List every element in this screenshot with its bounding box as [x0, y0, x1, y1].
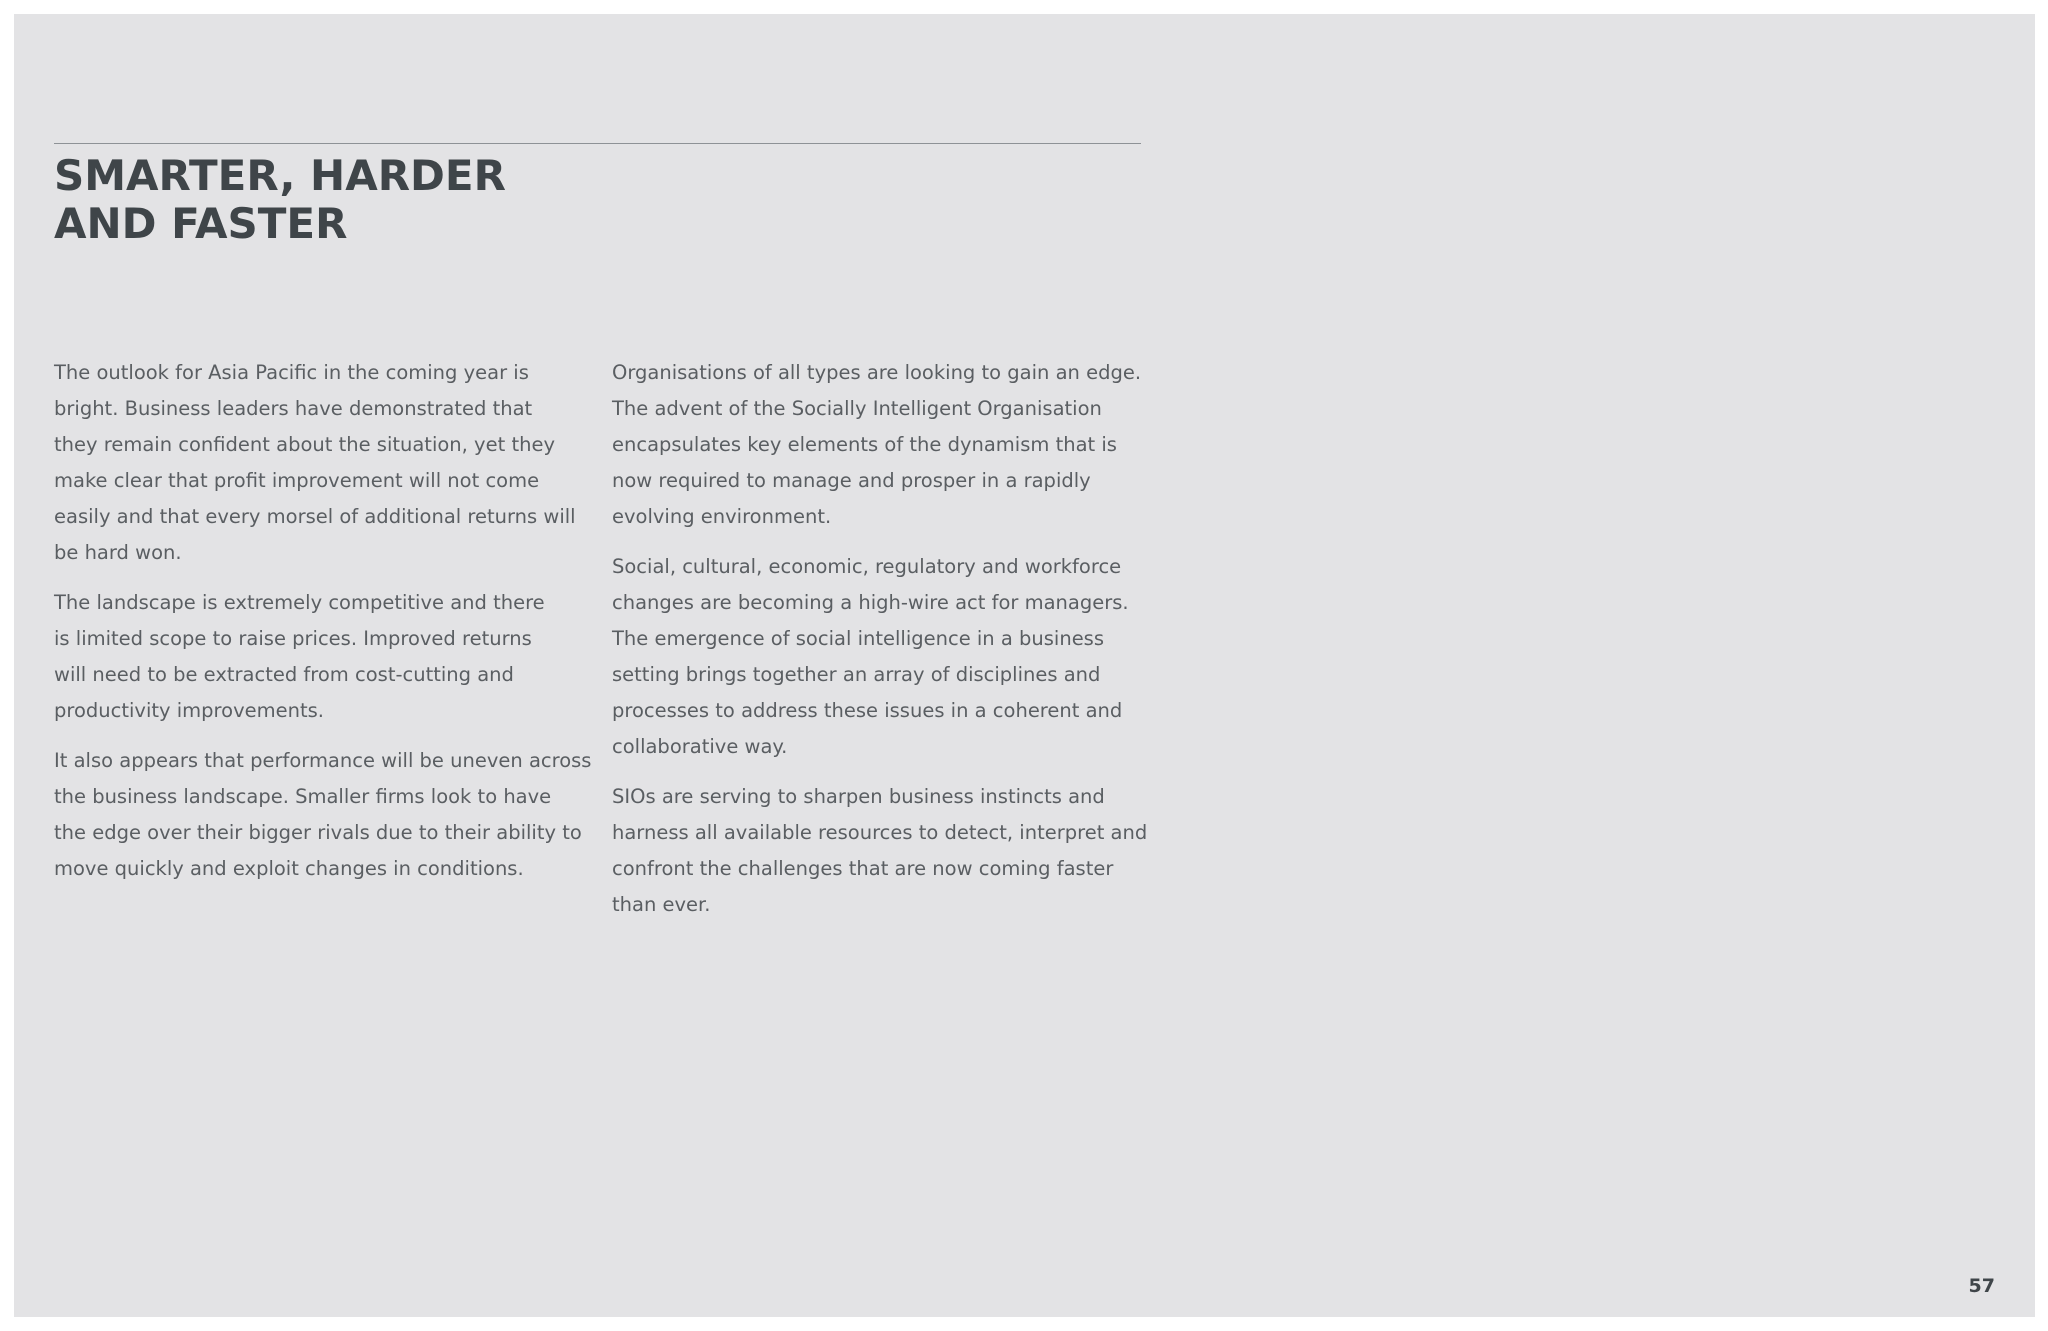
body-paragraph: The outlook for Asia Pacific in the coming year is bright. Business leaders have demonstrated that they remain confident about the situation, yet they make clear that profit improvement will not come easily and that every morsel of additional returns will be hard won.	[54, 361, 576, 564]
document-page	[14, 14, 2035, 1317]
section-heading-line-2: AND FASTER	[54, 199, 348, 248]
body-paragraph: The landscape is extremely competitive and there is limited scope to raise prices. Improved returns will need to be extracted from cost-cutting and productivity improvements.	[54, 591, 545, 722]
body-paragraph: Social, cultural, economic, regulatory and workforce changes are becoming a high-wire act for managers. The emergence of social intelligence in a business setting brings together an array of disciplines and processes to address these issues in a coherent and collaborative way.	[612, 555, 1129, 758]
left-text-column	[54, 355, 599, 901]
heading-rule	[54, 143, 1141, 144]
page-number: 57	[1968, 1275, 1995, 1297]
section-heading	[54, 152, 506, 248]
body-paragraph: It also appears that performance will be uneven across the business landscape. Smaller firms look to have the edge over their bigger rivals due to their ability to move quickly and exploit changes in conditions.	[54, 749, 592, 880]
section-heading-line-1: SMARTER, HARDER	[54, 151, 506, 200]
body-paragraph: SIOs are serving to sharpen business instincts and harness all available resources to detect, interpret and confront the challenges that are now coming faster than ever.	[612, 785, 1148, 916]
right-text-column	[612, 355, 1157, 937]
body-paragraph: Organisations of all types are looking to gain an edge. The advent of the Socially Intelligent Organisation encapsulates key elements of the dynamism that is now required to manage and prosper in a rapidly evolving environment.	[612, 361, 1142, 528]
